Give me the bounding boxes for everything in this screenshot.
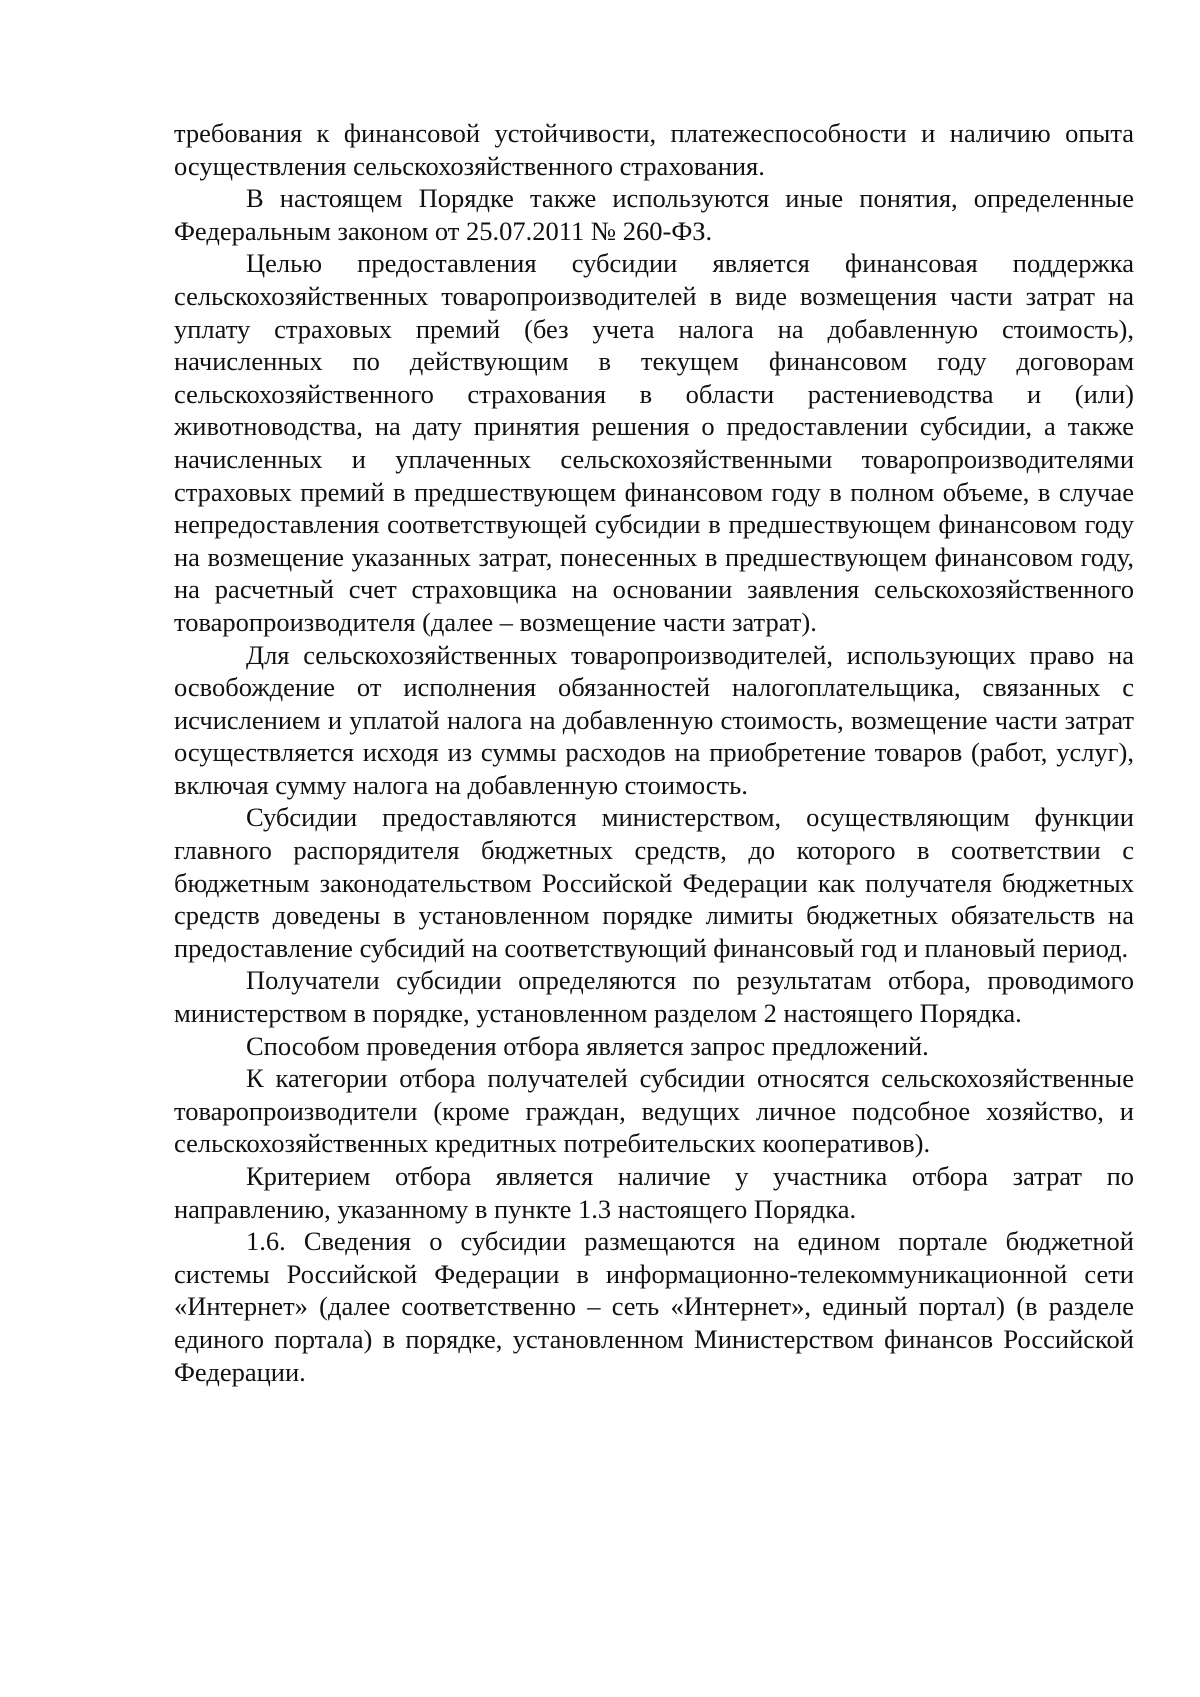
paragraph-continuation: требования к финансовой устойчивости, платежеспособности и наличию опыта осуществления сельскохозяйственного страхования.: [174, 118, 1134, 181]
paragraph-selection-criterion: Критерием отбора является наличие у участника отбора затрат по направлению, указанному в пункте 1.3 настоящего Порядка.: [174, 1161, 1134, 1224]
paragraph-recipients: Получатели субсидии определяются по результатам отбора, проводимого министерством в порядке, установленном разделом 2 настоящего Порядка.: [174, 965, 1134, 1029]
paragraph-subsidy-purpose: Целью предоставления субсидии является финансовая поддержка сельскохозяйственных товаропроизводителей в виде возмещения части затрат на уплату страховых премий (без учета налога на добавленную стоимость), начисленных по действующим в текущем финансовом году договорам сельскохозяйственного страхования в области растениеводства и (или) животноводства, на дату принятия решения о предоставлении субсидии, а также начисленных и уплаченных сельскохозяйственными товаропроизводителями страховых премий в предшествующем финансовом году в полном объеме, в случае непредоставления соответствующей субсидии в предшествующем финансовом году на возмещение указанных затрат, понесенных в предшествующем финансовом году, на расчетный счет страховщика на основании заявления сельскохозяйственного товаропроизводителя (далее – возмещение части затрат).: [174, 248, 1134, 637]
paragraph-section-1-6: 1.6. Сведения о субсидии размещаются на едином портале бюджетной системы Российской Федерации в информационно-телекоммуникационной сети «Интернет» (далее соответственно – сеть «Интернет», единый портал) (в разделе единого портала) в порядке, установленном Министерством финансов Российской Федерации.: [174, 1226, 1134, 1387]
paragraph-ministry-funding: Субсидии предоставляются министерством, осуществляющим функции главного распорядителя бюджетных средств, до которого в соответствии с бюджетным законодательством Российской Федерации как получателя бюджетных средств доведены в установленном порядке лимиты бюджетных обязательств на предоставление субсидий на соответствующий финансовый год и плановый период.: [174, 802, 1134, 963]
paragraph-selection-method: Способом проведения отбора является запрос предложений.: [246, 1030, 929, 1061]
paragraph-selection-category: К категории отбора получателей субсидии относятся сельскохозяйственные товаропроизводители (кроме граждан, ведущих личное подсобное хозяйство, и сельскохозяйственных кредитных потребительских кооперативов).: [174, 1063, 1134, 1159]
paragraph-vat-exemption: Для сельскохозяйственных товаропроизводителей, использующих право на освобождение от исполнения обязанностей налогоплательщика, связанных с исчислением и уплатой налога на добавленную стоимость, возмещение части затрат осуществляется исходя из суммы расходов на приобретение товаров (работ, услуг), включая сумму налога на добавленную стоимость.: [174, 639, 1134, 800]
document-body: [174, 117, 1134, 1388]
paragraph-definitions: В настоящем Порядке также используются иные понятия, определенные Федеральным законом от 25.07.2011 № 260-ФЗ.: [174, 183, 1134, 246]
